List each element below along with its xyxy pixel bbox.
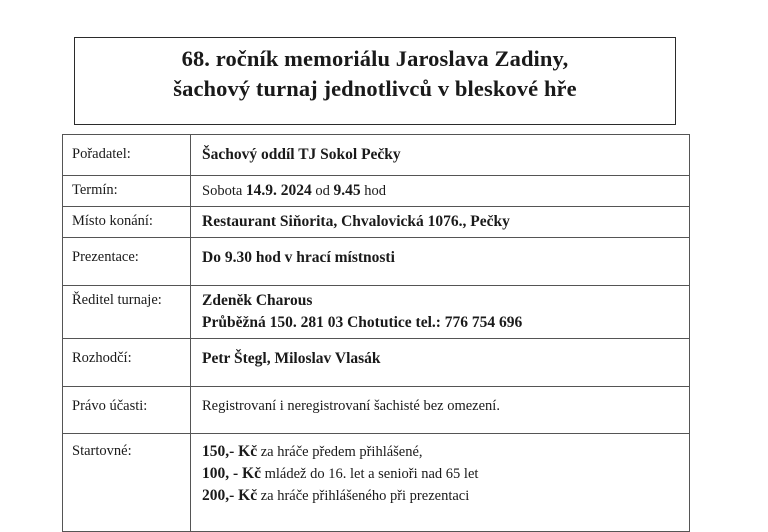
info-label-cell [63, 135, 191, 176]
info-value-strong: Do 9.30 hod v hrací místnosti [202, 249, 395, 266]
info-value-cell [191, 207, 690, 238]
info-value-line [202, 144, 689, 166]
info-value-plain: mládež do 16. let a senioři nad 65 let [260, 465, 479, 482]
info-value-strong: 100, - [202, 464, 243, 482]
info-value-cell [191, 339, 690, 387]
info-label-cell [63, 339, 191, 387]
info-value-inner [191, 207, 689, 237]
info-value-inner [191, 135, 689, 175]
info-value-plain: hod [360, 183, 387, 199]
info-value-strong: 150,- [202, 442, 239, 460]
info-label-text: Termín: [72, 182, 118, 198]
title-line-2: šachový turnaj jednotlivců v bleskové hře [173, 76, 577, 102]
info-value-line [202, 463, 689, 485]
info-label-inner [63, 135, 190, 174]
info-label-text: Prezentace: [72, 249, 139, 265]
table-row [63, 339, 690, 387]
tournament-info-table [62, 134, 690, 532]
info-label-text: Místo konání: [72, 213, 153, 229]
info-value-cell [191, 135, 690, 176]
info-value-strong: Kč [238, 442, 258, 460]
title-line-1: 68. ročník memoriálu Jaroslava Zadiny, [181, 46, 569, 71]
info-value-line [202, 348, 689, 370]
info-value-line [202, 247, 689, 269]
info-value-strong: 9.45 [333, 182, 361, 199]
info-label-cell [63, 176, 191, 207]
info-label-cell [63, 207, 191, 238]
info-label-inner [63, 434, 190, 486]
info-value-plain: za hráče přihlášeného při prezentaci [257, 487, 470, 504]
info-label-inner [63, 207, 190, 236]
info-value-line [202, 180, 689, 202]
info-value-inner [191, 339, 689, 386]
title-box [74, 37, 676, 125]
info-label-text: Ředitel turnaje: [72, 292, 162, 308]
info-value-strong: Kč [242, 464, 261, 482]
info-label-text: Rozhodčí: [72, 350, 132, 366]
info-label-text: Pořadatel: [72, 146, 131, 162]
table-row [63, 207, 690, 238]
info-value-cell [191, 176, 690, 207]
info-value-cell [191, 387, 690, 434]
info-label-cell [63, 286, 191, 339]
info-value-line [202, 290, 689, 312]
info-label-cell [63, 238, 191, 286]
table-row [63, 135, 690, 176]
info-label-cell [63, 387, 191, 434]
info-value-strong: Kč [238, 486, 258, 504]
info-value-plain: Sobota [202, 183, 246, 199]
info-value-line [202, 396, 689, 417]
info-value-strong: Průběžná 150. 281 03 Chotutice tel.: 776 754 696 [202, 314, 523, 331]
table-row [63, 286, 690, 339]
info-table-body [63, 135, 690, 532]
info-value-strong: Petr Štegl, Miloslav Vlasák [202, 350, 381, 367]
table-row [63, 176, 690, 207]
info-value-plain: za hráče předem přihlášené, [257, 443, 423, 460]
info-value-strong: Restaurant Siňorita, Chvalovická 1076., Pečky [202, 213, 510, 230]
info-label-cell [63, 433, 191, 531]
info-value-inner [191, 176, 689, 206]
info-value-line [202, 211, 689, 233]
info-value-strong: 14.9. 2024 [245, 182, 312, 199]
info-value-strong: Šachový oddíl TJ Sokol Pečky [202, 146, 401, 163]
table-row [63, 238, 690, 286]
info-value-inner [191, 387, 689, 433]
info-value-line [202, 312, 689, 334]
info-value-strong: Zdeněk Charous [202, 292, 313, 309]
info-value-cell [191, 238, 690, 286]
info-value-cell [191, 433, 690, 531]
info-label-text: Startovné: [72, 442, 132, 459]
info-value-strong: 200,- [202, 486, 239, 504]
table-row [63, 433, 690, 531]
info-value-line [202, 485, 689, 507]
info-label-text: Právo účasti: [72, 398, 148, 414]
info-label-inner [63, 339, 190, 385]
info-value-cell [191, 286, 690, 339]
info-label-inner [63, 286, 190, 315]
table-row [63, 387, 690, 434]
info-value-plain: Registrovaní i neregistrovaní šachisté bez omezení. [202, 398, 500, 414]
info-label-inner [63, 176, 190, 205]
info-value-inner [191, 238, 689, 285]
info-value-inner [191, 434, 689, 531]
info-value-plain: od [311, 183, 334, 199]
info-label-inner [63, 238, 190, 284]
info-label-inner [63, 387, 190, 433]
info-value-line [202, 441, 689, 463]
info-value-inner [191, 286, 689, 338]
